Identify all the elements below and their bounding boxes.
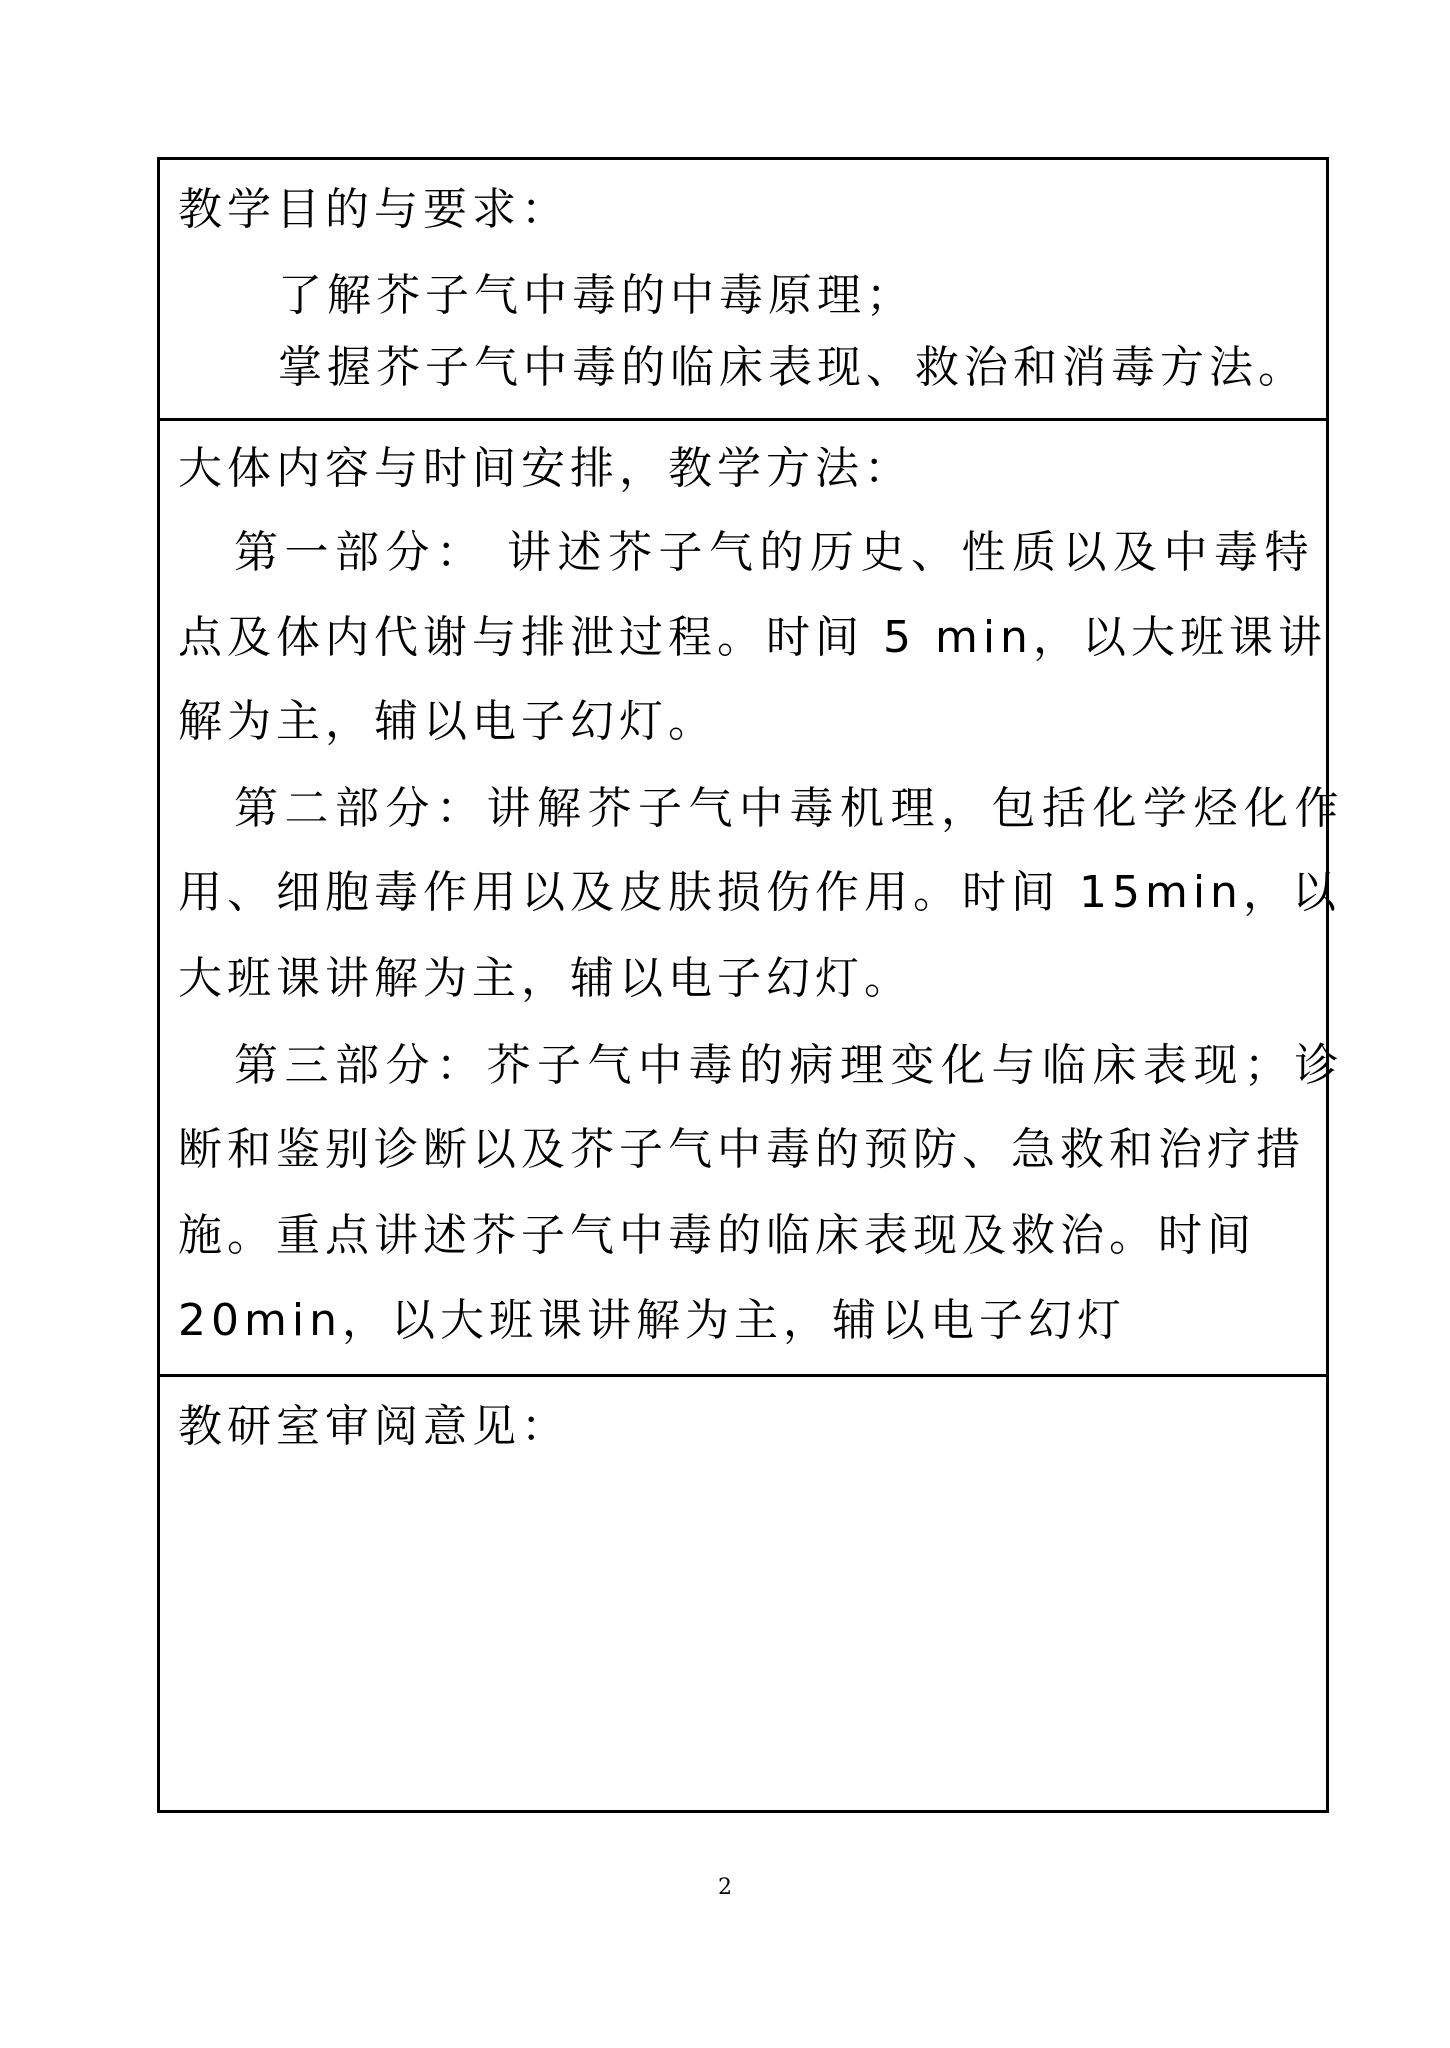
content-heading: 大体内容与时间安排，教学方法： — [178, 443, 913, 494]
objective-item: 掌握芥子气中毒的临床表现、救治和消毒方法。 — [278, 342, 1307, 393]
review-heading: 教研室审阅意见： — [178, 1401, 570, 1452]
objectives-heading: 教学目的与要求： — [178, 184, 570, 235]
lesson-plan-table — [157, 157, 1345, 1813]
content-line: 第三部分：芥子气中毒的病理变化与临床表现；诊 — [234, 1040, 1345, 1091]
content-line: 20min，以大班课讲解为主，辅以电子幻灯 — [178, 1295, 1126, 1346]
objectives-cell — [160, 160, 1326, 421]
content-line: 解为主，辅以电子幻灯。 — [178, 696, 717, 747]
objective-item: 了解芥子气中毒的中毒原理； — [278, 270, 915, 321]
content-schedule-cell — [160, 421, 1345, 1377]
review-cell — [160, 1377, 1326, 1810]
content-line: 第二部分：讲解芥子气中毒机理，包括化学烃化作 — [234, 783, 1345, 834]
content-line: 施。重点讲述芥子气中毒的临床表现及救治。时间 — [178, 1210, 1256, 1261]
content-line: 第一部分： 讲述芥子气的历史、性质以及中毒特 — [234, 527, 1315, 578]
content-line: 大班课讲解为主，辅以电子幻灯。 — [178, 953, 913, 1004]
page-number: 2 — [718, 1875, 732, 1900]
content-line: 点及体内代谢与排泄过程。时间 5 min，以大班课讲 — [178, 612, 1327, 663]
content-line: 断和鉴别诊断以及芥子气中毒的预防、急救和治疗措 — [178, 1124, 1305, 1175]
content-line: 用、细胞毒作用以及皮肤损伤作用。时间 15min，以 — [178, 867, 1341, 918]
